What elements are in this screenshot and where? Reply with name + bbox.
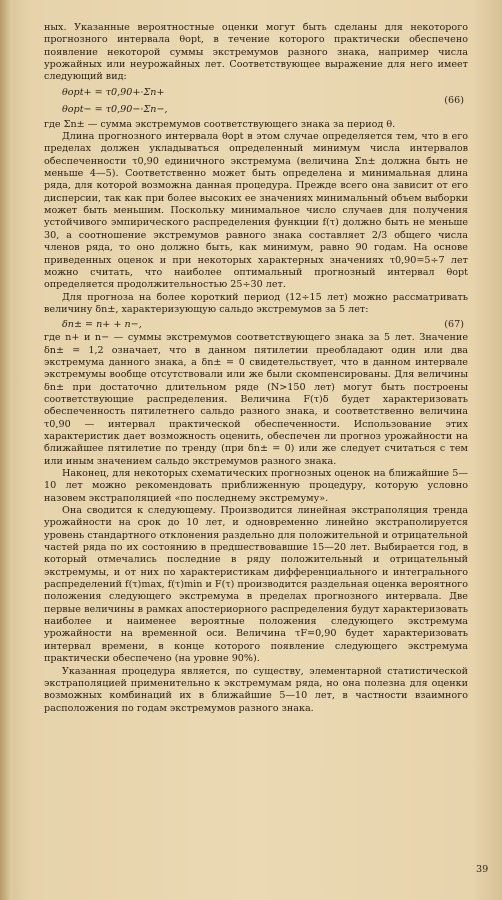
paragraph-2: где Σn± — сумма экстремумов соответствующего знака за период θ. xyxy=(44,118,396,130)
equation-67 xyxy=(44,316,468,332)
paragraph-6: Наконец, для некоторых схематических прогнозных оценок на ближайшие 5—10 лет можно рекомендовать приближенную процедуру, которую условно назовем экстраполяцией «по последнему экстремуму». xyxy=(44,468,468,504)
page-body xyxy=(44,22,468,715)
page-spine-shadow xyxy=(0,0,10,900)
equation-67-line: δn± = n+ + n−, xyxy=(62,319,142,331)
paragraph-5: где n+ и n− — суммы экстремумов соответствующего знака за 5 лет. Значение δn± = 1,2 означает, что в данном пятилетии преобладают один или два экстремума данного знака, а δn± = 0 свидетельствует, что в данном интервале экстремумы вообще отсутствовали или же были скомпенсированы. Для величины δn± при достаточно длительном ряде (N>150 лет) могут быть построены соответствующие распределения. Величина F(τ)δ будет характеризовать обеспеченность пятилетнего сальдо разного знака, и соответственно величина τ0,90 — интервал практической обеспеченности. Использование этих характеристик дает возможность оценить, обеспечен ли прогноз урожайности на ближайшее пятилетие по тренду (при δn± = 0) или же следует считаться с тем или иным значением сальдо экстремумов разного знака. xyxy=(44,332,468,467)
equation-66-number: (66) xyxy=(444,94,464,106)
paragraph-8: Указанная процедура является, по существу, элементарной статистической экстраполяцией применительно к экстремумам ряда, но она полезна для оценки возможных комбинаций их в ближайшие 5—10 лет, в частности взаимного расположения по годам экстремумов разного знака. xyxy=(44,665,468,714)
paragraph-4: Для прогноза на более короткий период (12÷15 лет) можно рассматривать величину δn±, характеризующую сальдо экстремумов за 5 лет: xyxy=(44,291,468,315)
page-number: 39 xyxy=(476,864,489,875)
equation-67-number: (67) xyxy=(444,319,464,331)
equation-66 xyxy=(44,84,468,115)
paragraph-7: Она сводится к следующему. Производится линейная экстраполяция тренда урожайности на срок до 10 лет, и одновременно линейно экстраполируется уровень стандартного отклонения раздельно для положительной и отрицательной частей ряда по их состоянию в предшествовавшие 15—20 лет. Выбирается год, в который отмечались последние в ряду положительный и отрицательный экстремумы, и от них по характеристикам дифференциального и интегрального распределений f(τ)max, f(τ)min и F(τ) производится раздельная оценка вероятного положения следующего экстремума в пределах прогнозного интервала. Две первые величины в рамках апостериорного распределения будут характеризовать наиболее и наименее вероятные положения следующего экстремума урожайности на временной оси. Величина τF=0,90 будет характеризовать интервал времени, в конце которого появление следующего экстремума практически обеспечено (на уровне 90%). xyxy=(44,505,468,665)
equation-66-line-1: θopt+ = τ0,90+·Σn+ xyxy=(62,86,165,98)
paragraph-1: ных. Указанные вероятностные оценки могут быть сделаны для некоторого прогнозного интервала θopt, в течение которого практически обеспечено появление некоторой суммы экстремумов разного знака, например числа урожайных или неурожайных лет. Соответствующее выражение для него имеет следующий вид: xyxy=(44,22,468,83)
paragraph-3: Длина прогнозного интервала θopt в этом случае определяется тем, что в его пределах должен укладываться определенный минимум числа интервалов обеспеченности τ0,90 единичного экстремума (величина Σn± должна быть не меньше 4—5). Соответственно может быть определена и минимальная длина ряда, для которой возможна данная процедура. Прежде всего она зависит от его дисперсии, так как при более высоких ее значениях минимальный объем выборки может быть меньшим. Поскольку минимальное число случаев для получения устойчивого эмпирического распределения функции f(τ) должно быть не меньше 30, а соотношение экстремумов равного знака составляет 2/3 общего числа членов ряда, то оно должно быть, как минимум, равно 90 годам. На основе приведенных оценок и при некоторых характерных значениях τ0,90=5÷7 лет можно считать, что наиболее оптимальный прогнозный интервал θopt определяется продолжительностью 25÷30 лет. xyxy=(44,131,468,291)
equation-66-line-2: θopt− = τ0,90−·Σn−, xyxy=(62,103,168,115)
